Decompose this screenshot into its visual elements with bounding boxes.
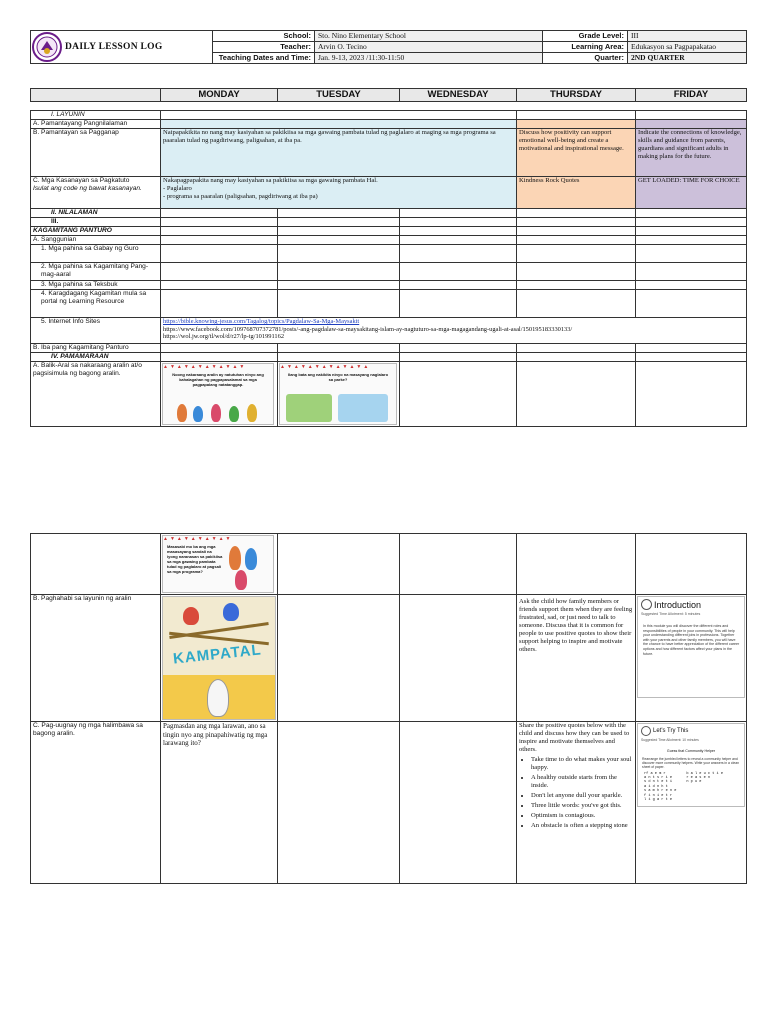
bunting-decoration: ▲▼▲▼▲▼▲▼▲▼▲▼▲ — [280, 365, 371, 370]
kasanayan-friday: GET LOADED: TIME FOR CHOICE — [636, 177, 747, 209]
intro-subtitle: Suggested Time Allotment: 5 minutes — [641, 612, 701, 616]
row-label-gabay: 1. Mga pahina sa Gabay ng Guro — [31, 245, 161, 263]
paghahabi-monday-image — [162, 596, 276, 720]
internet-link-2[interactable]: https://www.facebook.com/109768707372781/posts/-ang-pagdalaw-sa-maysakitang-islam-ay-nagtuturo-sa-mga-magagandang-ugali-at-asal/150195183330133/ — [163, 325, 573, 333]
kasanayan-thursday: Kindness Rock Quotes — [517, 177, 636, 209]
row-label-pamantayang-pangnilalaman: A. Pamantayang Pangnilalaman — [31, 120, 161, 129]
quarter-label: Quarter: — [543, 53, 628, 64]
teacher-label: Teacher: — [213, 42, 315, 53]
jumbled-word: f i n i e t r — [644, 793, 673, 798]
jumbled-word: s d n t e t i — [644, 780, 673, 785]
grade-level-label: Grade Level: — [543, 31, 628, 42]
jumbled-word: n p u e — [686, 780, 702, 785]
lets-try-subtitle: Suggested Time Allotment: 10 minutes — [641, 738, 699, 742]
row-label-paghahabi: B. Paghahabi sa layunin ng aralin — [31, 595, 161, 722]
grade-level-value: III — [628, 31, 747, 42]
internet-link-1[interactable]: https://bible.knowing-jesus.com/Tagalog/topics/Pagdalaw-Sa-Mga-Maysakit — [163, 318, 360, 325]
row-label-pag-uugnay: C. Pag-uugnay ng mga halimbawa sa bagong aralin. — [31, 722, 161, 884]
kasanayan-note: Isulat ang code ng bawat kasanayan. — [33, 185, 142, 192]
pag-uugnay-thursday — [517, 722, 636, 884]
child-figure — [223, 603, 239, 621]
balik-aral-monday-caption: Noong nakaraang aralin ay natutuhan ninyo ang kahalagahan ng pagpapasalamat sa mga pagpapalang natatanggap. — [172, 372, 264, 387]
kasanayan-monday-1: Nakapagpapakita nang may kasiyahan sa pakikiisa sa mga gawaing pambata Hal. — [163, 177, 378, 184]
row-label-pamantayan-sa-pagganap: B. Pamantayan sa Pagganap — [31, 129, 161, 177]
row-label-pamamaraan: IV. PAMAMARAAN — [31, 353, 161, 362]
child-figure — [211, 404, 221, 422]
row-label-iba-pang-kagamitan: B. Iba pang Kagamitang Panturo — [31, 344, 161, 353]
school-label: School: — [213, 31, 315, 42]
document-title: DAILY LESSON LOG — [65, 42, 163, 52]
day-header-friday: FRIDAY — [636, 89, 747, 102]
intro-title: Introduction — [654, 599, 702, 610]
quote-item: • An obstacle is often a stepping stone — [531, 822, 633, 830]
child-figure — [193, 406, 203, 422]
row-label-sanggunian: A. Sanggunian — [31, 236, 161, 245]
row-label-layunin: I. LAYUNIN — [31, 111, 161, 120]
park-scene — [338, 394, 388, 422]
row-label-internet-info-sites: 5. Internet Info Sites — [31, 318, 161, 344]
row-label-karagdagang-kagamitan: 4. Karagdagang Kagamitan mula sa portal ng Learning Resource — [31, 290, 161, 318]
child-figure — [229, 406, 239, 422]
child-figure — [247, 404, 257, 422]
host-figure — [207, 679, 229, 717]
pagganap-monday: Naipapakikita no nang may kasiyahan sa pakikiisa sa mga gawaing pambata tulad ng paglalaro at maging sa mga programa sa paaralan tulad ng pagdiriwang, paligsahan, at iba pa. — [161, 129, 517, 177]
pagganap-friday: Indicate the connections of knowledge, skills and guidance from parents, guardians and significant adults in making plans for the future. — [636, 129, 747, 177]
puzzle-icon — [641, 726, 651, 736]
park-scene — [286, 394, 332, 422]
row-label-teksbuk: 3. Mga pahina sa Teksbuk — [31, 281, 161, 290]
jumbled-word: l i g a r t e — [644, 798, 673, 803]
kasanayan-heading: C. Mga Kasanayan sa Pagkatuto — [33, 177, 130, 184]
jumbled-word: a n t s r i e — [644, 776, 673, 781]
lesson-table — [30, 88, 747, 427]
child-figure — [245, 548, 257, 570]
day-header-tuesday: TUESDAY — [278, 89, 400, 102]
kasanayan-monday-2: - Paglalaro — [163, 185, 192, 192]
paghahabi-thursday: Ask the child how family members or friends support them when they are feeling frustrated, sad, or just need to talk to someone. Discuss that it is common for people to use positive quotes to show their support helping to inspire and motivate others. — [517, 595, 636, 722]
positive-quotes-list — [519, 756, 633, 830]
quote-item: • Optimism is contagious. — [531, 812, 633, 820]
quote-item: • Three little words: you've got this. — [531, 802, 633, 810]
balik-aral-monday-continued — [161, 534, 278, 595]
internet-links-cell — [161, 318, 747, 344]
jumbled-word: rf a e m r — [644, 771, 666, 776]
lets-try-heading-row — [638, 724, 744, 736]
school-value: Sto. Nino Elementary School — [315, 31, 543, 42]
jumbled-word: r e a s e n — [686, 776, 711, 781]
corner-cell — [31, 89, 161, 102]
jumbled-word: b a l e u c t i e — [686, 771, 724, 776]
teaching-dates-value: Jan. 9-13, 2023 /11:30-11:50 — [315, 53, 543, 64]
lets-try-title: Let's Try This — [653, 728, 689, 734]
compass-icon — [641, 599, 652, 610]
teacher-value: Arvin O. Tecino — [315, 42, 543, 53]
child-figure — [183, 607, 199, 625]
lets-try-activity: Guess that Community Helper — [666, 749, 716, 753]
jumbled-word: s a m h r e n e — [644, 789, 677, 794]
lesson-table-continued — [30, 533, 747, 884]
jumbled-col-b — [686, 772, 723, 803]
jumbled-words — [638, 770, 744, 803]
kampatal-banner: KAMPATAL — [172, 641, 263, 668]
row-label-balik-aral: A. Balik-Aral sa nakaraang aralin at/o pagsisimula ng bagong aralin. — [31, 362, 161, 427]
quote-item: • Don't let anyone dull your sparkle. — [531, 792, 633, 800]
child-figure — [177, 404, 187, 422]
balik-aral-monday-image — [162, 363, 274, 425]
child-figure — [229, 546, 241, 570]
jumbled-word: a i d n h t — [644, 784, 668, 789]
learning-area-label: Learning Area: — [543, 42, 628, 53]
row-label-nilalaman: II. NILALAMAN — [31, 209, 161, 218]
row-label-kagamitang-mag-aaral: 2. Mga pahina sa Kagamitang Pang-mag-aaral — [31, 263, 161, 281]
day-header-thursday: THURSDAY — [517, 89, 636, 102]
balik-aral-monday-image-2 — [162, 535, 274, 593]
quote-item: • A healthy outside starts from the inside. — [531, 774, 633, 790]
row-label-kagamitang-panturo: KAGAMITANG PANTURO — [31, 227, 161, 236]
balik-aral-tuesday-image — [279, 363, 397, 425]
header-table — [30, 30, 747, 64]
pagganap-thursday: Discuss how positivity can support emotional well-being and create a motivational and inspirational message. — [517, 129, 636, 177]
pag-uugnay-monday: Pagmasdan ang mga larawan, ano sa tingin nyo ang pinapahiwatig ng mga larawang ito? — [161, 722, 278, 884]
teaching-dates-label: Teaching Dates and Time: — [213, 53, 315, 64]
internet-link-3[interactable]: https://wol.jw.org/tl/wol/d/r27/lp-tg/101991162 — [163, 333, 285, 340]
day-header-monday: MONDAY — [161, 89, 278, 102]
row-label-mga-kasanayan — [31, 177, 161, 209]
pag-uugnay-thursday-intro: Share the positive quotes below with the child and discuss how they can be used to inspire and motivate themselves and others. — [519, 722, 630, 753]
balik-aral-tuesday-caption: Ilang bata ang nakikita ninyo na masayang naglalaro sa parke? — [287, 372, 389, 382]
fri-introduction-image — [637, 596, 745, 698]
paghahabi-monday — [161, 595, 278, 722]
learning-area-value: Edukasyon sa Pagpapakatao — [628, 42, 747, 53]
jumbled-col-a — [644, 772, 676, 803]
fri-lets-try-image — [637, 723, 745, 807]
paghahabi-friday — [636, 595, 747, 722]
balik-aral-tuesday — [278, 362, 400, 427]
intro-body: In this module you will discover the different roles and responsibilities of people in your community. This will help your understanding different jobs in professions. Together with your parents and other family members, you will have the chance to have better appreciation of the different career options and how different factors affect your plans in the future. — [643, 624, 740, 656]
balik-aral-monday — [161, 362, 278, 427]
kasanayan-monday — [161, 177, 517, 209]
lets-try-body: Rearrange the jumbled letters to reveal a community helper and discover more community helpers. Write your answers in a clean sheet of paper. — [642, 757, 739, 770]
quote-item: • Take time to do what makes your soul happy. — [531, 756, 633, 772]
day-header-wednesday: WEDNESDAY — [400, 89, 517, 102]
intro-heading-row — [638, 597, 744, 610]
bunting-decoration: ▲▼▲▼▲▼▲▼▲▼ — [163, 537, 233, 542]
child-figure — [235, 570, 247, 590]
kasanayan-monday-3: - programa sa paaralan (paligsahan, pagdiriwang at iba pa) — [163, 193, 318, 200]
mon-continued-caption: Masasabi mo ba ang mga masasayang sandali na iyong naranasan sa pakikiisa sa mga gawaing pambata tulad ng paglalaro at pagsali sa mga programa? — [167, 544, 223, 574]
row-label-iii: III. — [31, 218, 161, 227]
pag-uugnay-friday — [636, 722, 747, 884]
quarter-value: 2ND QUARTER — [628, 53, 747, 64]
bunting-decoration: ▲▼▲▼▲▼▲▼▲▼▲▼ — [163, 365, 247, 370]
